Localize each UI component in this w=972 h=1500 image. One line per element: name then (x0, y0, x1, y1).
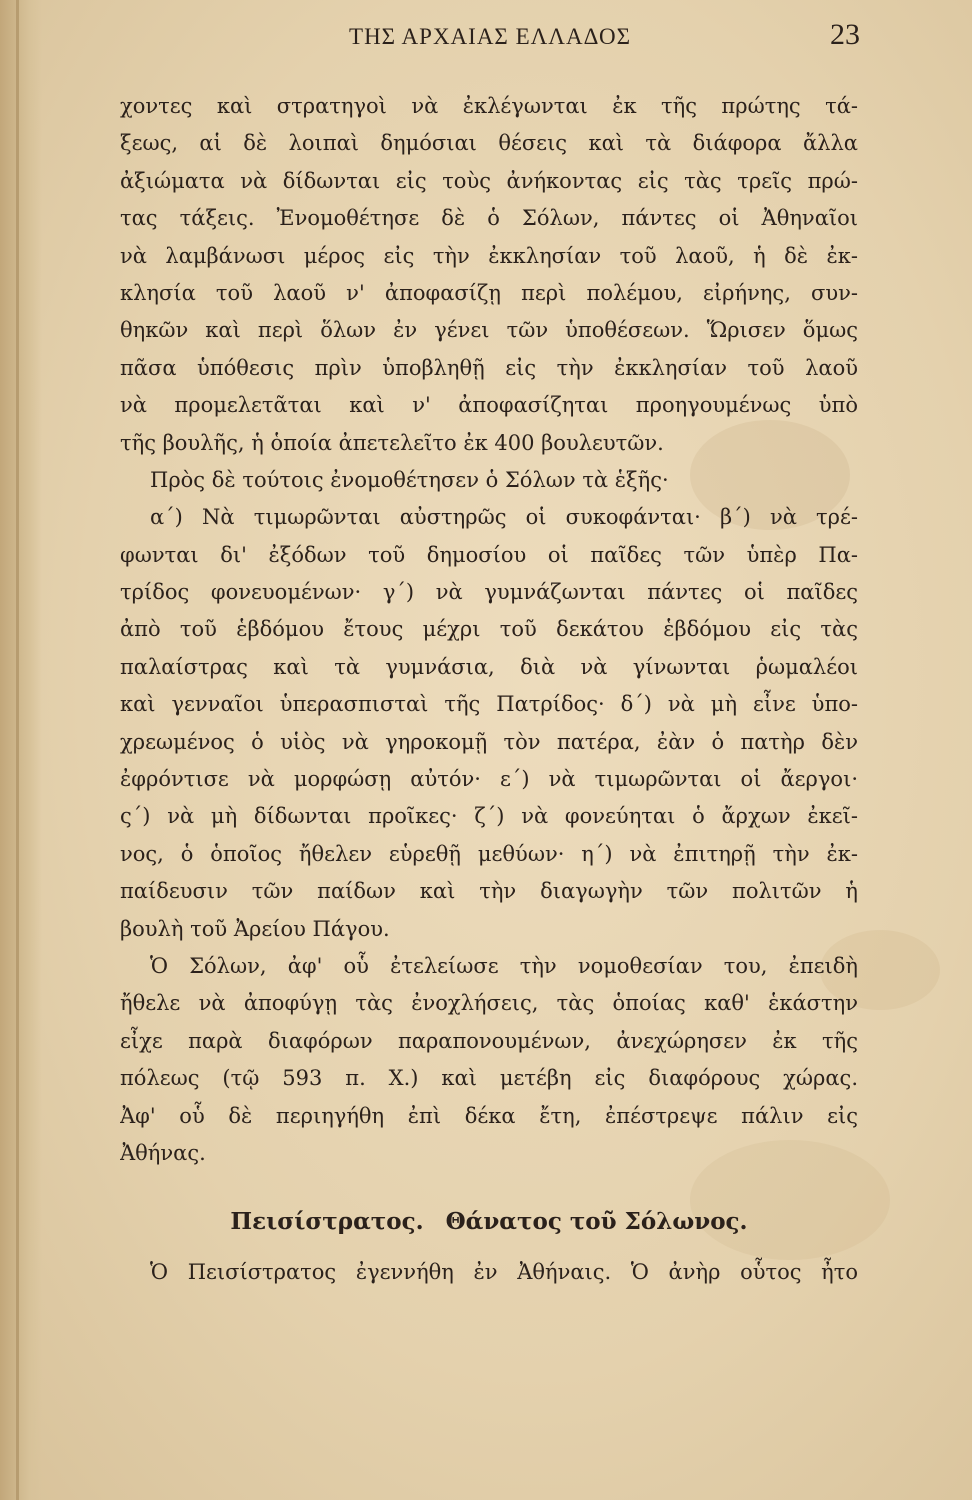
text-line: α΄) Νὰ τιμωρῶνται αὐστηρῶς οἱ συκοφάνται· β΄) νὰ τρέ- (150, 505, 858, 530)
paragraph-3-law-list (120, 499, 858, 948)
text-line: Πρὸς δὲ τούτοις ἐνομοθέτησεν ὁ Σόλων τὰ ἑξῆς· (150, 467, 669, 492)
page-number: 23 (830, 18, 860, 51)
binding-crease (16, 0, 19, 1500)
text-line: ς΄) νὰ μὴ δίδωνται προῖκες· ζ΄) νὰ φονεύηται ὁ ἄρχων ἐκεῖ- (120, 804, 858, 829)
text-line: ἤθελε νὰ ἀποφύγῃ τὰς ἐνοχλήσεις, τὰς ὁποίας καθ' ἑκάστην (120, 991, 858, 1016)
text-line: βουλὴ τοῦ Ἀρείου Πάγου. (120, 916, 390, 941)
text-line: νος, ὁ ὁποῖος ἤθελεν εὑρεθῇ μεθύων· η΄) νὰ ἐπιτηρῇ τὴν ἐκ- (120, 841, 858, 866)
text-line: Ὁ Σόλων, ἀφ' οὗ ἐτελείωσε τὴν νομοθεσίαν του, ἐπειδὴ (150, 953, 858, 978)
paragraph-5 (120, 1254, 858, 1291)
text-line: Ὁ Πεισίστρατος ἐγεννήθη ἐν Ἀθήναις. Ὁ ἀνὴρ οὗτος ἦτο (150, 1260, 858, 1285)
text-line: τῆς βουλῆς, ἡ ὁποία ἀπετελεῖτο ἐκ 400 βουλευτῶν. (120, 430, 664, 455)
section-spacer (120, 1172, 858, 1200)
section-spacer (120, 1244, 858, 1254)
paragraph-1 (120, 88, 858, 462)
text-line: καὶ γενναῖοι ὑπερασπισταὶ τῆς Πατρίδος· δ΄) νὰ μὴ εἶνε ὑπο- (120, 692, 858, 717)
text-line: εἶχε παρὰ διαφόρων παραπονουμένων, ἀνεχώρησεν ἐκ τῆς (120, 1028, 858, 1053)
text-line: χοντες καὶ στρατηγοὶ νὰ ἐκλέγωνται ἐκ τῆς πρώτης τά- (120, 94, 858, 118)
section-heading-subtitle: Θάνατος τοῦ Σόλωνος. (445, 1208, 748, 1236)
text-line: θηκῶν καὶ περὶ ὅλων ἐν γένει τῶν ὑποθέσεων. Ὥρισεν ὅμως (120, 318, 858, 343)
text-line: ἀξιώματα νὰ δίδωνται εἰς τοὺς ἀνήκοντας εἰς τὰς τρεῖς πρώ- (120, 168, 858, 193)
running-title: ΤΗΣ ΑΡΧΑΙΑΣ ΕΛΛΑΔΟΣ (349, 24, 631, 49)
text-line: νὰ λαμβάνωσι μέρος εἰς τὴν ἐκκλησίαν τοῦ λαοῦ, ἡ δὲ ἐκ- (120, 243, 858, 268)
text-line: τρίδος φονευομένων· γ΄) νὰ γυμνάζωνται πάντες οἱ παῖδες (120, 580, 858, 605)
text-line: πόλεως (τῷ 593 π. Χ.) καὶ μετέβη εἰς διαφόρους χώρας. (120, 1066, 858, 1091)
text-line: χρεωμένος ὁ υἱὸς νὰ γηροκομῇ τὸν πατέρα, ἐὰν ὁ πατὴρ δὲν (120, 729, 858, 754)
binding-gutter (0, 0, 42, 1500)
text-line: ἐφρόντισε νὰ μορφώσῃ αὐτόν· ε΄) νὰ τιμωρῶνται οἱ ἄεργοι· (120, 767, 858, 792)
text-line: κλησία τοῦ λαοῦ ν' ἀποφασίζῃ περὶ πολέμου, εἰρήνης, συν- (120, 280, 858, 305)
text-line: ξεως, αἱ δὲ λοιπαὶ δημόσιαι θέσεις καὶ τὰ διάφορα ἄλλα (120, 131, 858, 156)
text-line: φωνται δι' ἐξόδων τοῦ δημοσίου οἱ παῖδες τῶν ὑπὲρ Πα- (120, 542, 858, 567)
page-body (120, 88, 858, 1292)
section-heading (120, 1200, 858, 1244)
text-line: ἀπὸ τοῦ ἑβδόμου ἔτους μέχρι τοῦ δεκάτου ἑβδόμου εἰς τὰς (120, 617, 858, 642)
text-line: νὰ προμελετᾶται καὶ ν' ἀποφασίζηται προηγουμένως ὑπὸ (120, 393, 858, 418)
text-line: πᾶσα ὑπόθεσις πρὶν ὑποβληθῇ εἰς τὴν ἐκκλησίαν τοῦ λαοῦ (120, 355, 858, 380)
paragraph-2 (120, 462, 858, 499)
text-line: παλαίστρας καὶ τὰ γυμνάσια, διὰ νὰ γίνωνται ῥωμαλέοι (120, 654, 858, 679)
text-line: παίδευσιν τῶν παίδων καὶ τὴν διαγωγὴν τῶν πολιτῶν ἡ (120, 879, 858, 904)
section-heading-title: Πεισίστρατος. (230, 1208, 424, 1236)
text-line: Ἀθήνας. (120, 1140, 206, 1165)
page-header (120, 18, 860, 58)
paragraph-4 (120, 948, 858, 1172)
text-line: Ἀφ' οὗ δὲ περιηγήθη ἐπὶ δέκα ἔτη, ἐπέστρεψε πάλιν εἰς (120, 1103, 858, 1128)
text-line: τας τάξεις. Ἐνομοθέτησε δὲ ὁ Σόλων, πάντες οἱ Ἀθηναῖοι (120, 206, 858, 231)
